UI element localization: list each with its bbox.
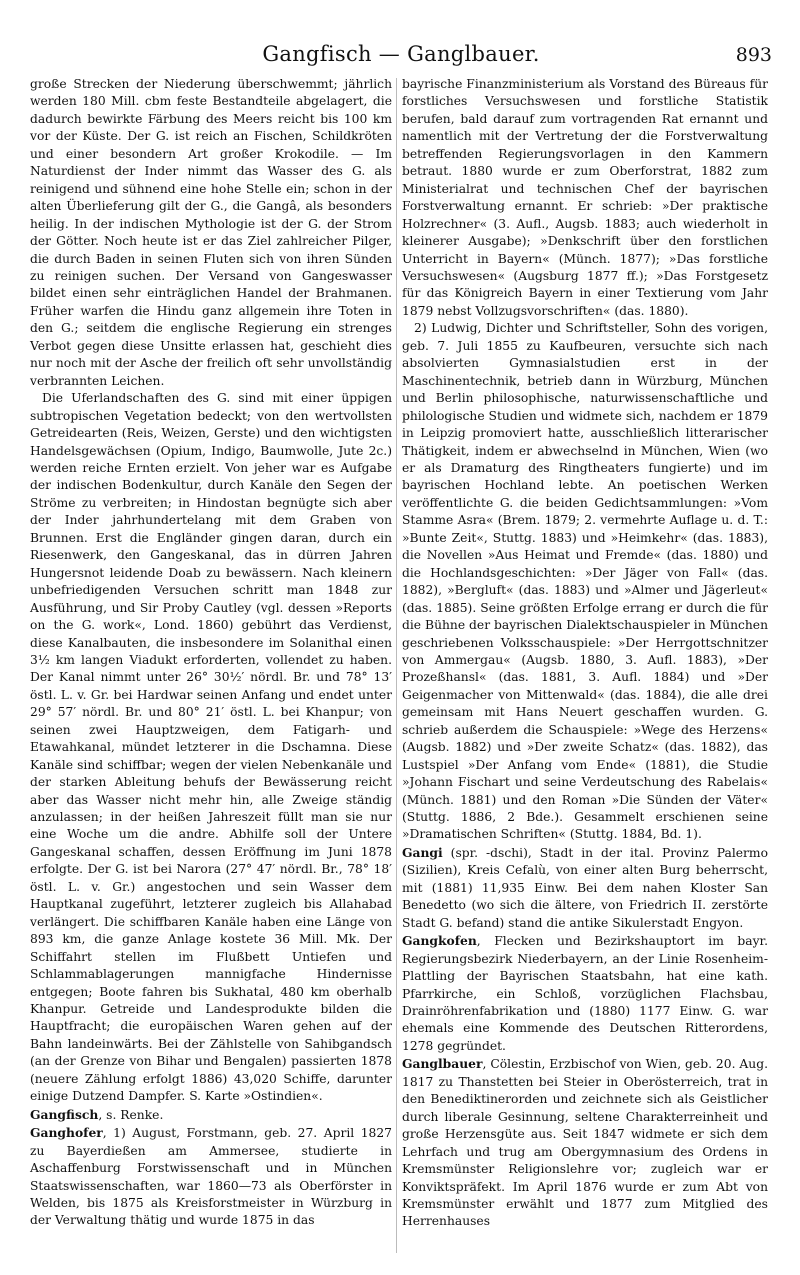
entry-ganglbauer: Ganglbauer, Cölestin, Erzbischof von Wien, geb. 20. Aug. 1817 zu Thanstetten bei Steier in Oberösterreich, trat in den Benediktinerorden und zeichnete sich als Geistlicher durch liberale Gesinnung, seltene Charakterreinheit und große Herzensgüte aus. Seit 1847 widmete er sich dem Lehrfach und trug am Obergymnasium des Ordens in Kremsmünster Religionslehre vor; zugleich war er Konviktspräfekt. Im April 1876 wurde er zum Abt von Kremsmünster erwählt und 1877 zum Mitglied des Herrenhauses xyxy=(402,1056,768,1229)
headword-gangfisch: Gangfisch xyxy=(30,1106,99,1122)
headword-gangi: Gangi xyxy=(402,844,443,860)
paragraph-ganghofer-august-continuation: bayrische Finanzministerium als Vorstand des Büreaus für forstliches Versuchswesen und forstliche Statistik berufen, bald darauf zum vortragenden Rat ernannt und namentlich mit der Vertretung der die Forstverwaltung betreffenden Regierungsvorlagen in den Kammern betraut. 1880 wurde er zum Oberforstrat, 1882 zum Ministerialrat und technischen Chef der bayrischen Forstverwaltung ernannt. Er schrieb: »Der praktische Holzrechner« (3. Aufl., Augsb. 1883; auch wiederholt in kleinerer Ausgabe); »Denkschrift über den forstlichen Unterricht in Bayern« (Münch. 1877); »Das forstliche Versuchswesen« (Augsburg 1877 ff.); »Das Forstgesetz für das Königreich Bayern in einer Textierung vom Jahr 1879 nebst Vollzugsvorschriften« (das. 1880). xyxy=(402,77,768,318)
entry-gangi: Gangi (spr. -dschi), Stadt in der ital. Provinz Palermo (Sizilien), Kreis Cefalù, von einer alten Burg beherrscht, mit (1881) 11,935 Einw. Bei dem nahen Kloster San Benedetto (wo sich die ältere, von Friedrich II. zerstörte Stadt G. befand) stand die antike Sikulerstadt Engyon. xyxy=(402,844,768,930)
right-column xyxy=(402,76,768,1231)
headword-ganglbauer: Ganglbauer xyxy=(402,1056,483,1072)
entry-gangkofen: Gangkofen, Flecken und Bezirkshauptort im bayr. Regierungsbezirk Niederbayern, an der Linie Rosenheim-Plattling der Bayrischen Staatsbahn, hat eine kath. Pfarrkirche, ein Schloß, vorzüglichen Flachsbau, Drainröhrenfabrikation und (1880) 1177 Einw. G. war ehemals eine Kommende des Deutschen Ritterordens, 1278 gegründet. xyxy=(402,933,768,1053)
paragraph-ganghofer-ludwig: 2) Ludwig, Dichter und Schriftsteller, Sohn des vorigen, geb. 7. Juli 1855 zu Kaufbeuren, versuchte sich nach absolvierten Gymnasialstudien erst in der Maschinentechnik, betrieb dann in Würzburg, München und Berlin philosophische, naturwissenschaftliche und philologische Studien und widmete sich, nachdem er 1879 in Leipzig promoviert hatte, ausschließlich litterarischer Thätigkeit, indem er abwechselnd in München, Wien (wo er als Dramaturg des Ringtheaters fungierte) und im bayrischen Hochland lebte. An poetischen Werken veröffentlichte G. die beiden Gedichtsammlungen: »Vom Stamme Asra« (Brem. 1879; 2. vermehrte Auflage u. d. T.: »Bunte Zeit«, Stuttg. 1883) und »Heimkehr« (das. 1883), die Novellen »Aus Heimat und Fremde« (das. 1880) und die Hochlandsgeschichten: »Der Jäger von Fall« (das. 1882), »Bergluft« (das. 1883) und »Almer und Jägerleut« (das. 1885). Seine größten Erfolge errang er durch die für die Bühne der bayrischen Dialektschauspieler in München geschriebenen Volksschauspiele: »Der Herrgottschnitzer von Ammergau« (Augsb. 1880, 3. Aufl. 1883), »Der Prozeßhansl« (das. 1881, 3. Aufl. 1884) und »Der Geigenmacher von Mittenwald« (das. 1884), die alle drei gemeinsam mit Hans Neuert geschaffen wurden. G. schrieb außerdem die Schauspiele: »Wege des Herzens« (Augsb. 1882) und »Der zweite Schatz« (das. 1882), das Lustspiel »Der Anfang vom Ende« (1881), die Studie »Johann Fischart und seine Verdeutschung des Rabelais« (Münch. 1881) und den Roman »Die Sünden der Väter« (Stuttg. 1886, 2 Bde.). Gesammelt erschienen seine »Dramatischen Schriften« (Stuttg. 1884, Bd. 1). xyxy=(402,321,768,842)
column-divider xyxy=(396,78,397,1253)
left-column xyxy=(30,76,392,1230)
entry-gangfisch: Gangfisch, s. Renke. xyxy=(30,1106,164,1122)
page-number: 893 xyxy=(735,44,772,66)
paragraph-ganges-canals: Die Uferlandschaften des G. sind mit einer üppigen subtropischen Vegetation bedeckt; von den wertvollsten Getreidearten (Reis, Weizen, Gerste) und den wichtigsten Handelsgewächsen (Opium, Indigo, Baumwolle, Jute 2c.) werden reiche Ernten erzielt. Von jeher war es Aufgabe der indischen Bodenkultur, durch Kanäle den Segen der Ströme zu verbreiten; in Hindostan begnügte sich aber der Inder jahrhundertelang mit dem Graben von Brunnen. Erst die Engländer gingen daran, durch ein Riesenwerk, den Gangeskanal, das in dürren Jahren Hungersnot leidende Doab zu bewässern. Nach kleinern unbefriedigenden Versuchen schritt man 1848 zur Ausführung, und Sir Proby Cautley (vgl. dessen »Reports on the G. work«, Lond. 1860) gebührt das Verdienst, diese Kanalbauten, die insbesondere im Solanithal einen 3½ km langen Viadukt erforderten, vollendet zu haben. Der Kanal nimmt unter 26° 30½′ nördl. Br. und 78° 13′ östl. L. v. Gr. bei Hardwar seinen Anfang und endet unter 29° 57′ nördl. Br. und 80° 21′ östl. L. bei Khanpur; von seinen zwei Hauptzweigen, dem Fatigarh- und Etawahkanal, mündet letzterer in die Dschamna. Diese Kanäle sind schiffbar; wegen der vielen Nebenkanäle und der starken Ableitung behufs der Bewässerung reicht aber das Wasser nicht mehr hin, alle Zweige ständig anzulassen; in der heißen Jahreszeit füllt man sie nur eine Woche um die andre. Abhilfe soll der Untere Gangeskanal schaffen, dessen Eröffnung im Juni 1878 erfolgte. Der G. ist bei Narora (27° 47′ nördl. Br., 78° 18′ östl. L. v. Gr.) angestochen und sein Wasser dem Hauptkanal zugeführt, letzterer zugleich bis Allahabad verlängert. Die schiffbaren Kanäle haben eine Länge von 893 km, die ganze Anlage kostete 36 Mill. Mk. Der Schiffahrt stellen im Flußbett Untiefen und Schlammablagerungen mannigfache Hindernisse entgegen; Boote fahren bis Sukhatal, 480 km oberhalb Khanpur. Getreide und Landesprodukte bilden die Hauptfracht; die europäischen Waren gehen auf der Bahn landeinwärts. Bei der Zählstelle von Sahibgandsch (an der Grenze von Bihar und Bengalen) passierten 1878 (neuere Zählung erfolgt 1886) 43,020 Schiffe, darunter einige Dutzend Dampfer. S. Karte »Ostindien«. xyxy=(30,391,392,1104)
headword-ganghofer: Ganghofer xyxy=(30,1125,103,1141)
page-header xyxy=(30,42,772,72)
headword-gangkofen: Gangkofen xyxy=(402,933,477,949)
entry-ganghofer: Ganghofer, 1) August, Forstmann, geb. 27. April 1827 zu Bayerdießen am Ammersee, studierte in Aschaffenburg Forstwissenschaft und in München Staatswissenschaften, war 1860—73 als Oberförster in Welden, bis 1875 als Kreisforstmeister in Würzburg in der Verwaltung thätig und wurde 1875 in das xyxy=(30,1125,392,1228)
paragraph-ganges-continuation: große Strecken der Niederung überschwemmt; jährlich werden 180 Mill. cbm feste Bestandteile abgelagert, die dadurch bewirkte Färbung des Meers reicht bis 100 km vor der Küste. Der G. ist reich an Fischen, Schildkröten und einer besondern Art großer Krokodile. — Im Naturdienst der Inder nimmt das Wasser des G. als reinigend und sühnend eine hohe Stelle ein; schon in der alten Überlieferung gilt der G., die Gangâ, als besonders heilig. In der indischen Mythologie ist der G. der Strom der Götter. Noch heute ist er das Ziel zahlreicher Pilger, die durch Baden in seinen Fluten sich von ihren Sünden zu reinigen suchen. Der Versand von Gangeswasser bildet einen sehr einträglichen Handel der Brahmanen. Früher warfen die Hindu ganz allgemein ihre Toten in den G.; seitdem die englische Regierung ein strenges Verbot gegen diese Unsitte erlassen hat, geschieht dies nur noch mit der Asche der freilich oft sehr unvollständig verbrannten Leichen. xyxy=(30,77,392,388)
running-head-title: Gangfisch — Ganglbauer. xyxy=(262,42,540,66)
